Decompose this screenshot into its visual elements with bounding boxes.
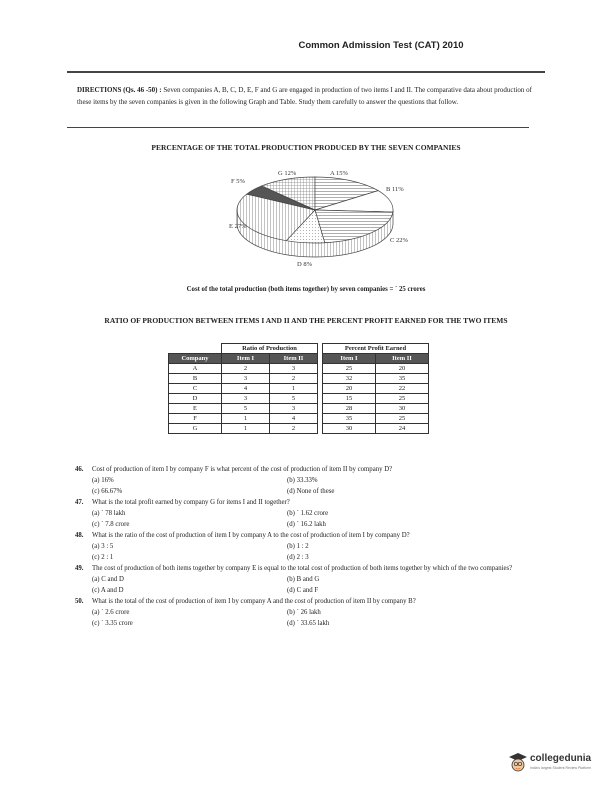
col-header-company: Company bbox=[169, 354, 222, 364]
option-b: (b) 1 : 2 bbox=[287, 543, 309, 550]
directions bbox=[77, 84, 532, 108]
directions-lead: DIRECTIONS (Qs. 46 -50) : bbox=[77, 86, 162, 94]
table-cell: 25 bbox=[323, 364, 376, 374]
table-cell: B bbox=[169, 374, 222, 384]
table-cell: A bbox=[169, 364, 222, 374]
option-c: (c) 66.67% bbox=[92, 488, 123, 495]
table-cell: E bbox=[169, 404, 222, 414]
group-header-profit: Percent Profit Earned bbox=[323, 344, 429, 354]
table-cell: 20 bbox=[323, 384, 376, 394]
pie-label-d: D 8% bbox=[297, 261, 312, 268]
option-b: (b) B and G bbox=[287, 576, 320, 583]
option-a: (a) 3 : 5 bbox=[92, 543, 114, 550]
table-cell: 5 bbox=[222, 404, 270, 414]
questions bbox=[75, 464, 545, 629]
top-rule bbox=[67, 71, 545, 73]
group-header-ratio: Ratio of Production bbox=[222, 344, 318, 354]
pie-label-e: E 27% bbox=[229, 223, 247, 230]
option-d: (d) None of these bbox=[287, 488, 335, 495]
option-d: (d) 2 : 3 bbox=[287, 554, 309, 561]
table-cell: 35 bbox=[376, 374, 429, 384]
question-50 bbox=[75, 596, 545, 607]
table-corner bbox=[169, 344, 222, 354]
table-row bbox=[169, 384, 429, 394]
pie-chart bbox=[200, 160, 430, 280]
option-d: (d) C and F bbox=[287, 587, 319, 594]
table-row bbox=[169, 404, 429, 414]
pie-label-g: G 12% bbox=[278, 170, 297, 177]
question-text: The cost of production of both items together by company E is equal to the total cost of production of both items together by which of the two companies? bbox=[92, 565, 513, 572]
directions-rule bbox=[67, 127, 529, 128]
table-cell: 4 bbox=[270, 414, 318, 424]
table-cell: 25 bbox=[376, 414, 429, 424]
brand-tagline: India's largest Student Review Platform bbox=[530, 766, 591, 770]
option-c: (c) ` 7.8 crore bbox=[92, 521, 130, 528]
table-cell: 15 bbox=[323, 394, 376, 404]
table-cell: 30 bbox=[323, 424, 376, 434]
option-d: (d) ` 33.65 lakh bbox=[287, 620, 330, 627]
question-text: What is the total profit earned by company G for items I and II together? bbox=[92, 499, 290, 506]
option-a: (a) ` 2.6 crore bbox=[92, 609, 130, 616]
option-c: (c) ` 3.35 crore bbox=[92, 620, 133, 627]
directions-text: Seven companies A, B, C, D, E, F and G are engaged in production of two items I and II. The comparative data about production of these items by the seven companies is given in the following Graph and Table. Study them carefully to answer the questions that follow. bbox=[77, 86, 532, 106]
table-cell: 4 bbox=[222, 384, 270, 394]
table-cell: G bbox=[169, 424, 222, 434]
option-c: (c) 2 : 1 bbox=[92, 554, 114, 561]
option-a: (a) C and D bbox=[92, 576, 124, 583]
table-row bbox=[169, 374, 429, 384]
graduate-mascot-icon bbox=[508, 752, 528, 774]
table-cell: D bbox=[169, 394, 222, 404]
question-46 bbox=[75, 464, 545, 475]
question-text: Cost of production of item I by company F is what percent of the cost of production of item II by company D? bbox=[92, 466, 393, 473]
pie-label-a: A 15% bbox=[330, 170, 348, 177]
table-cell: 1 bbox=[222, 414, 270, 424]
brand-name: collegedunia bbox=[530, 753, 592, 764]
col-header-item2: Item II bbox=[270, 354, 318, 364]
table-cell: 32 bbox=[323, 374, 376, 384]
table-cell: 22 bbox=[376, 384, 429, 394]
question-number: 48. bbox=[75, 532, 84, 539]
table-cell: 1 bbox=[270, 384, 318, 394]
option-b: (b) ` 26 lakh bbox=[287, 609, 321, 616]
col-header-profit-item1: Item I bbox=[323, 354, 376, 364]
pie-label-f: F 5% bbox=[231, 178, 245, 185]
option-b: (b) ` 1.62 crore bbox=[287, 510, 329, 517]
table-cell: 20 bbox=[376, 364, 429, 374]
pie-slices bbox=[237, 177, 393, 243]
page-header: Common Admission Test (CAT) 2010 bbox=[298, 40, 464, 51]
chart-title: PERCENTAGE OF THE TOTAL PRODUCTION PRODUCED BY THE SEVEN COMPANIES bbox=[151, 143, 461, 152]
table-cell: 2 bbox=[222, 364, 270, 374]
pie-label-b: B 11% bbox=[386, 186, 404, 193]
table-cell: 2 bbox=[270, 424, 318, 434]
table-cell: 2 bbox=[270, 374, 318, 384]
question-47 bbox=[75, 497, 545, 508]
table-row bbox=[169, 394, 429, 404]
table-title: RATIO OF PRODUCTION BETWEEN ITEMS I AND II AND THE PERCENT PROFIT EARNED FOR THE TWO ITEMS bbox=[104, 316, 508, 325]
table-cell: 28 bbox=[323, 404, 376, 414]
question-number: 50. bbox=[75, 598, 84, 605]
table-cell: 3 bbox=[270, 404, 318, 414]
table-cell: 3 bbox=[270, 364, 318, 374]
table-row bbox=[169, 364, 429, 374]
table-cell: 24 bbox=[376, 424, 429, 434]
question-48 bbox=[75, 530, 545, 541]
table-cell: 30 bbox=[376, 404, 429, 414]
data-table bbox=[168, 343, 429, 434]
option-c: (c) A and D bbox=[92, 587, 124, 594]
table-cell: 5 bbox=[270, 394, 318, 404]
table-cell: 35 bbox=[323, 414, 376, 424]
table-cell: 1 bbox=[222, 424, 270, 434]
table-cell: F bbox=[169, 414, 222, 424]
table-cell: 3 bbox=[222, 394, 270, 404]
col-header-profit-item2: Item II bbox=[376, 354, 429, 364]
question-text: What is the ratio of the cost of production of item I by company A to the cost of production of item I by company D? bbox=[92, 532, 410, 539]
pie-label-c: C 22% bbox=[390, 237, 408, 244]
option-b: (b) 33.33% bbox=[287, 477, 318, 484]
question-number: 47. bbox=[75, 499, 84, 506]
question-49 bbox=[75, 563, 545, 574]
table-cell: 3 bbox=[222, 374, 270, 384]
question-text: What is the total of the cost of production of item I by company A and the cost of production of item II by company B? bbox=[92, 598, 416, 605]
table-row bbox=[169, 414, 429, 424]
question-number: 49. bbox=[75, 565, 84, 572]
option-a: (a) 16% bbox=[92, 477, 114, 484]
table-cell: C bbox=[169, 384, 222, 394]
cost-note: Cost of the total production (both items together) by seven companies = ` 25 crores bbox=[186, 286, 426, 293]
option-a: (a) ` 78 lakh bbox=[92, 510, 126, 517]
option-d: (d) ` 16.2 lakh bbox=[287, 521, 326, 528]
table-cell: 25 bbox=[376, 394, 429, 404]
table-row bbox=[169, 424, 429, 434]
col-header-item1: Item I bbox=[222, 354, 270, 364]
question-number: 46. bbox=[75, 466, 84, 473]
